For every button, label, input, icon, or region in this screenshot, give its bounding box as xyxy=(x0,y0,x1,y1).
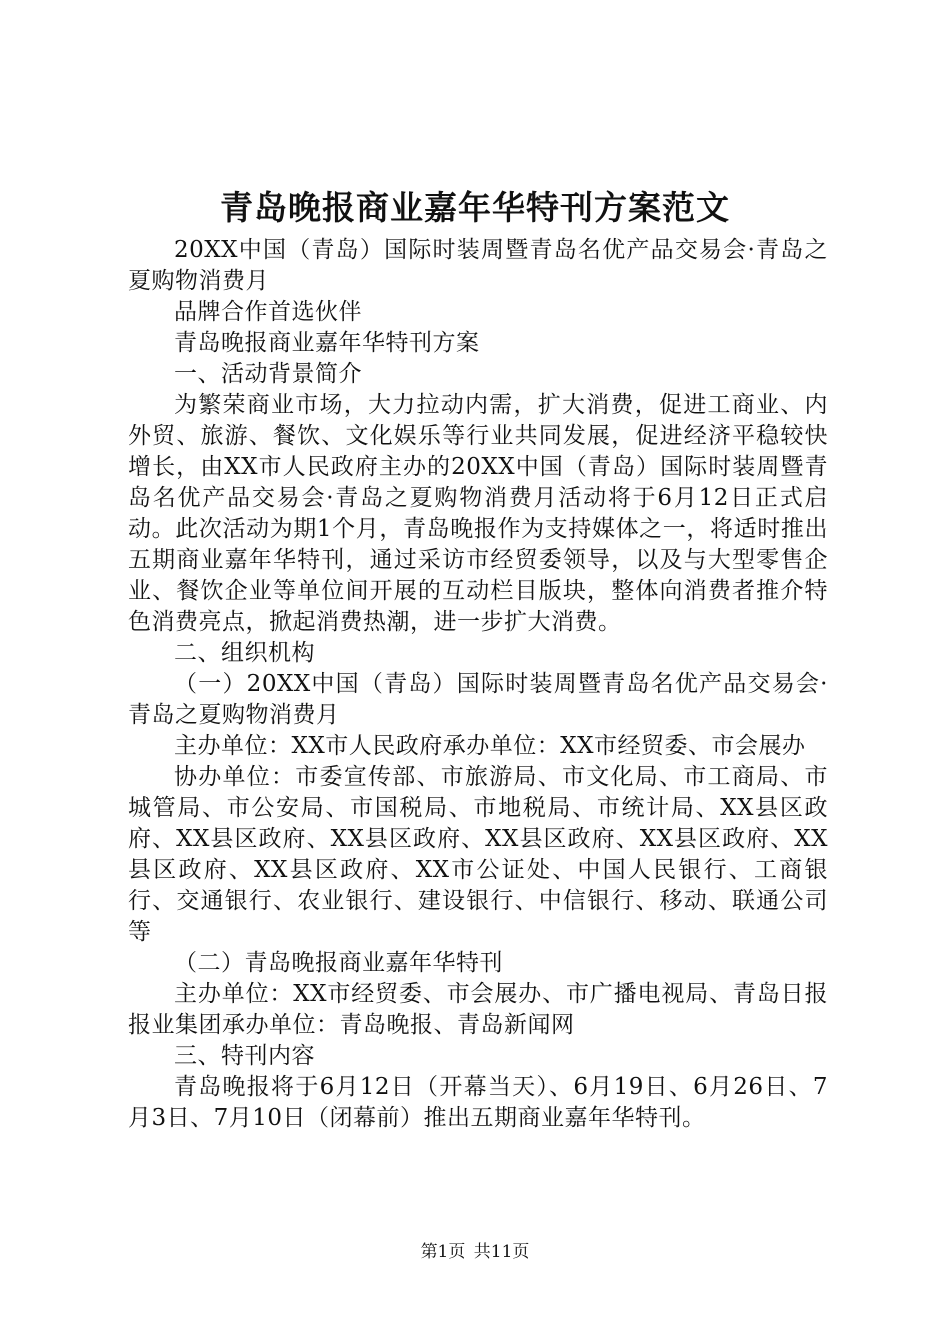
paragraph-event-organizers: 主办单位：XX市人民政府承办单位：XX市经贸委、市会展办 xyxy=(174,733,806,759)
paragraph-partner-tagline: 品牌合作首选伙伴 xyxy=(174,299,362,325)
paragraph-plan-name: 青岛晚报商业嘉年华特刊方案 xyxy=(174,330,480,356)
subheading-event: （一）20XX中国（青岛）国际时装周暨青岛名优产品交易会·青岛之夏购物消费月 xyxy=(128,671,828,728)
page-footer: 第1页 共11页 xyxy=(420,1242,530,1262)
paragraph-event-name: 20XX中国（青岛）国际时装周暨青岛名优产品交易会·青岛之夏购物消费月 xyxy=(128,237,828,294)
section-heading-background: 一、活动背景简介 xyxy=(174,361,362,387)
paragraph-background: 为繁荣商业市场，大力拉动内需，扩大消费，促进工商业、内外贸、旅游、餐饮、文化娱乐等行业共同发展，促进经济平稳较快增长，由XX市人民政府主办的20XX中国（青岛）国际时装周暨青岛名优产品交易会·青岛之夏购物消费月活动将于6月12日正式启动。此次活动为期1个月，青岛晚报作为支持媒体之一，将适时推出五期商业嘉年华特刊，通过采访市经贸委领导，以及与大型零售企业、餐饮企业等单位间开展的互动栏目版块，整体向消费者推介特色消费亮点，掀起消费热潮，进一步扩大消费。 xyxy=(128,392,828,635)
document-body xyxy=(128,235,828,1134)
paragraph-co-organizers: 协办单位：市委宣传部、市旅游局、市文化局、市工商局、市城管局、市公安局、市国税局、市地税局、市统计局、XX县区政府、XX县区政府、XX县区政府、XX县区政府、XX县区政府、XX县区政府、XX县区政府、XX市公证处、中国人民银行、工商银行、交通银行、农业银行、建设银行、中信银行、移动、联通公司等 xyxy=(128,764,828,945)
paragraph-content-schedule: 青岛晚报将于6月12日（开幕当天）、6月19日、6月26日、7月3日、7月10日（闭幕前）推出五期商业嘉年华特刊。 xyxy=(128,1074,828,1131)
section-heading-content: 三、特刊内容 xyxy=(174,1043,315,1069)
paragraph-special-issue-organizers: 主办单位：XX市经贸委、市会展办、市广播电视局、青岛日报报业集团承办单位：青岛晚报、青岛新闻网 xyxy=(128,981,828,1038)
subheading-special-issue: （二）青岛晚报商业嘉年华特刊 xyxy=(174,950,503,976)
document-title: 青岛晚报商业嘉年华特刊方案范文 xyxy=(220,188,730,227)
section-heading-organization: 二、组织机构 xyxy=(174,640,315,666)
